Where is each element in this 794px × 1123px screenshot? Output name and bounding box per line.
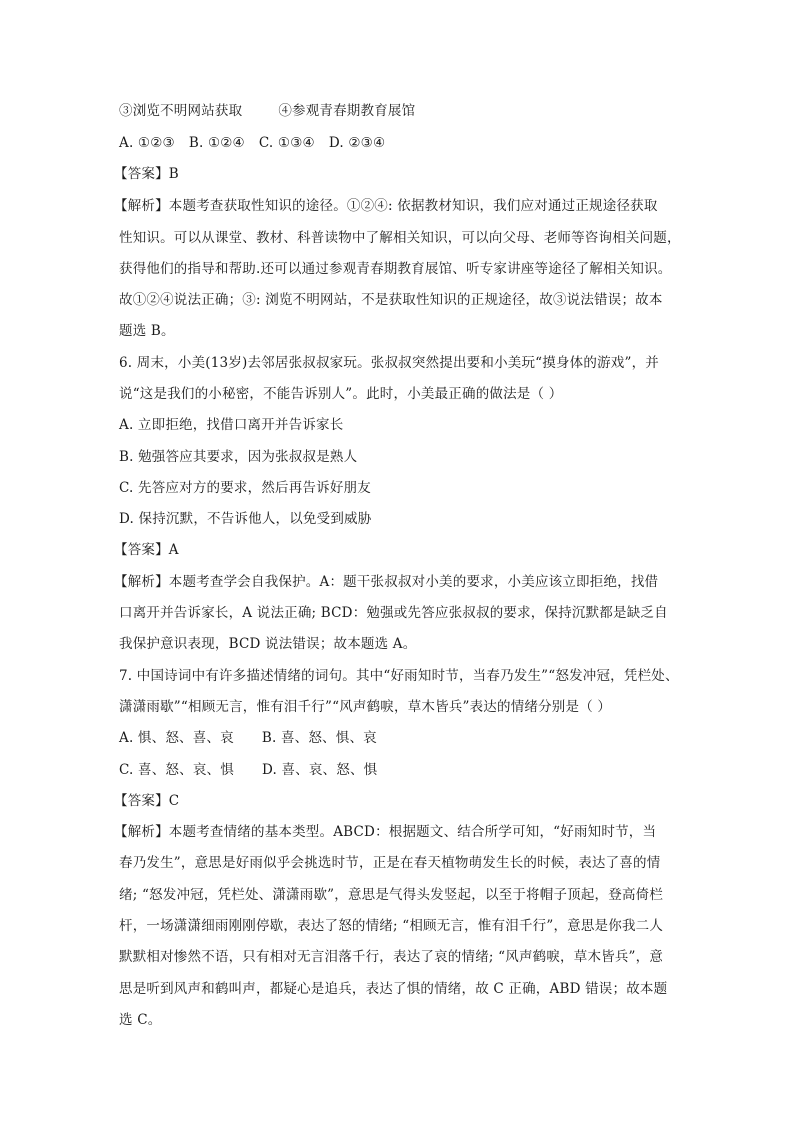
q5-analysis-line: 题选 B。 — [119, 323, 175, 339]
q5-option-3: ③浏览不明网站获取 — [119, 103, 243, 119]
q5-choice-b: B. ①②④ — [188, 135, 245, 151]
q5-choice-a: A. ①②③ — [119, 135, 175, 151]
q5-answer: 【答案】B — [114, 166, 179, 182]
q7-analysis-line: 绪; “怒发冲冠，凭栏处、潇潇雨歇”，意思是气得头发竖起，以至于将帽子顶起，登高倚栏 — [119, 887, 664, 903]
q6-choice-a: A. 立即拒绝，找借口离开并告诉家长 — [119, 417, 344, 433]
q7-stem-line: 7. 中国诗词中有许多描述情绪的词句。其中“好雨知时节，当春乃发生”“怒发冲冠，凭栏处、 — [119, 668, 679, 684]
q6-analysis-line: 口离开并告诉家长，A 说法正确; BCD：勉强或先答应张叔叔的要求，保持沉默都是缺乏自 — [119, 605, 668, 621]
q7-choice-b: B. 喜、怒、惧、哀 — [261, 730, 377, 746]
q7-choice-c: C. 喜、怒、哀、惧 — [119, 762, 234, 778]
q5-analysis-line: 性知识。可以从课堂、教材、科普读物中了解相关知识，可以向父母、老师等咨询相关问题， — [119, 230, 681, 246]
q7-analysis-line: 默默相对惨然不语，只有相对无言泪落千行，表达了哀的情绪; “风声鹤唳，草木皆兵”，意 — [119, 949, 664, 965]
q7-choices-row — [119, 728, 679, 748]
q6-choice-d: D. 保持沉默，不告诉他人，以免受到威胁 — [119, 511, 372, 527]
q5-choice-d: D. ②③④ — [328, 135, 386, 151]
q6-analysis-line: 我保护意识表现，BCD 说法错误；故本题选 A。 — [119, 636, 417, 652]
q5-choice-c: C. ①③④ — [258, 135, 315, 151]
q7-analysis-line: 思是听到风声和鹤叫声，都疑心是追兵，表达了惧的情绪，故 C 正确，ABD 错误；故本题 — [119, 981, 668, 997]
q5-analysis-line: 故①②④说法正确；③: 浏览不明网站，不是获取性知识的正规途径，故③说法错误；故本 — [119, 292, 663, 308]
q7-answer: 【答案】C — [114, 793, 180, 809]
q5-analysis-line: 获得他们的指导和帮助.还可以通过参观青春期教育展馆、听专家讲座等途径了解相关知识。 — [119, 261, 672, 277]
q7-choice-d: D. 喜、哀、怒、惧 — [261, 762, 378, 778]
q5-option-4: ④参观青春期教育展馆 — [278, 103, 416, 119]
q5-options-row — [119, 101, 679, 121]
q6-stem-line: 说“这是我们的小秘密，不能告诉别人”。此时，小美最正确的做法是（ ） — [119, 386, 563, 402]
q6-choice-c: C. 先答应对方的要求，然后再告诉好朋友 — [119, 480, 371, 496]
q6-stem-line: 6. 周末，小美(13岁)去邻居张叔叔家玩。张叔叔突然提出要和小美玩“摸身体的游戏”，并 — [119, 355, 659, 371]
q7-choice-a: A. 惧、怒、喜、哀 — [119, 730, 234, 746]
q7-analysis-line: 【解析】本题考查情绪的基本类型。ABCD：根据题文、结合所学可知，“好雨知时节，当 — [114, 824, 657, 840]
q7-stem-line: 潇潇雨歇”“相顾无言，惟有泪千行”“风声鹤唳，草木皆兵”表达的情绪分别是（ ） — [119, 699, 612, 715]
q7-analysis-line: 杆，一场潇潇细雨刚刚停歇，表达了怒的情绪; “相顾无言，惟有泪千行”，意思是你我二人 — [119, 918, 664, 934]
q6-answer: 【答案】A — [114, 542, 179, 558]
q5-analysis-line: 【解析】本题考查获取性知识的途径。①②④: 依据教材知识，我们应对通过正规途径获取 — [114, 198, 658, 214]
q6-analysis-line: 【解析】本题考查学会自我保护。A：题干张叔叔对小美的要求，小美应该立即拒绝，找借 — [114, 574, 659, 590]
q7-analysis-line: 春乃发生”，意思是好雨似乎会挑选时节，正是在春天植物萌发生长的时候，表达了喜的情 — [119, 855, 661, 871]
q5-choices — [119, 133, 679, 153]
q6-choice-b: B. 勉强答应其要求，因为张叔叔是熟人 — [119, 449, 358, 465]
q7-analysis-line: 选 C。 — [119, 1012, 162, 1028]
q7-choices-row — [119, 760, 679, 780]
